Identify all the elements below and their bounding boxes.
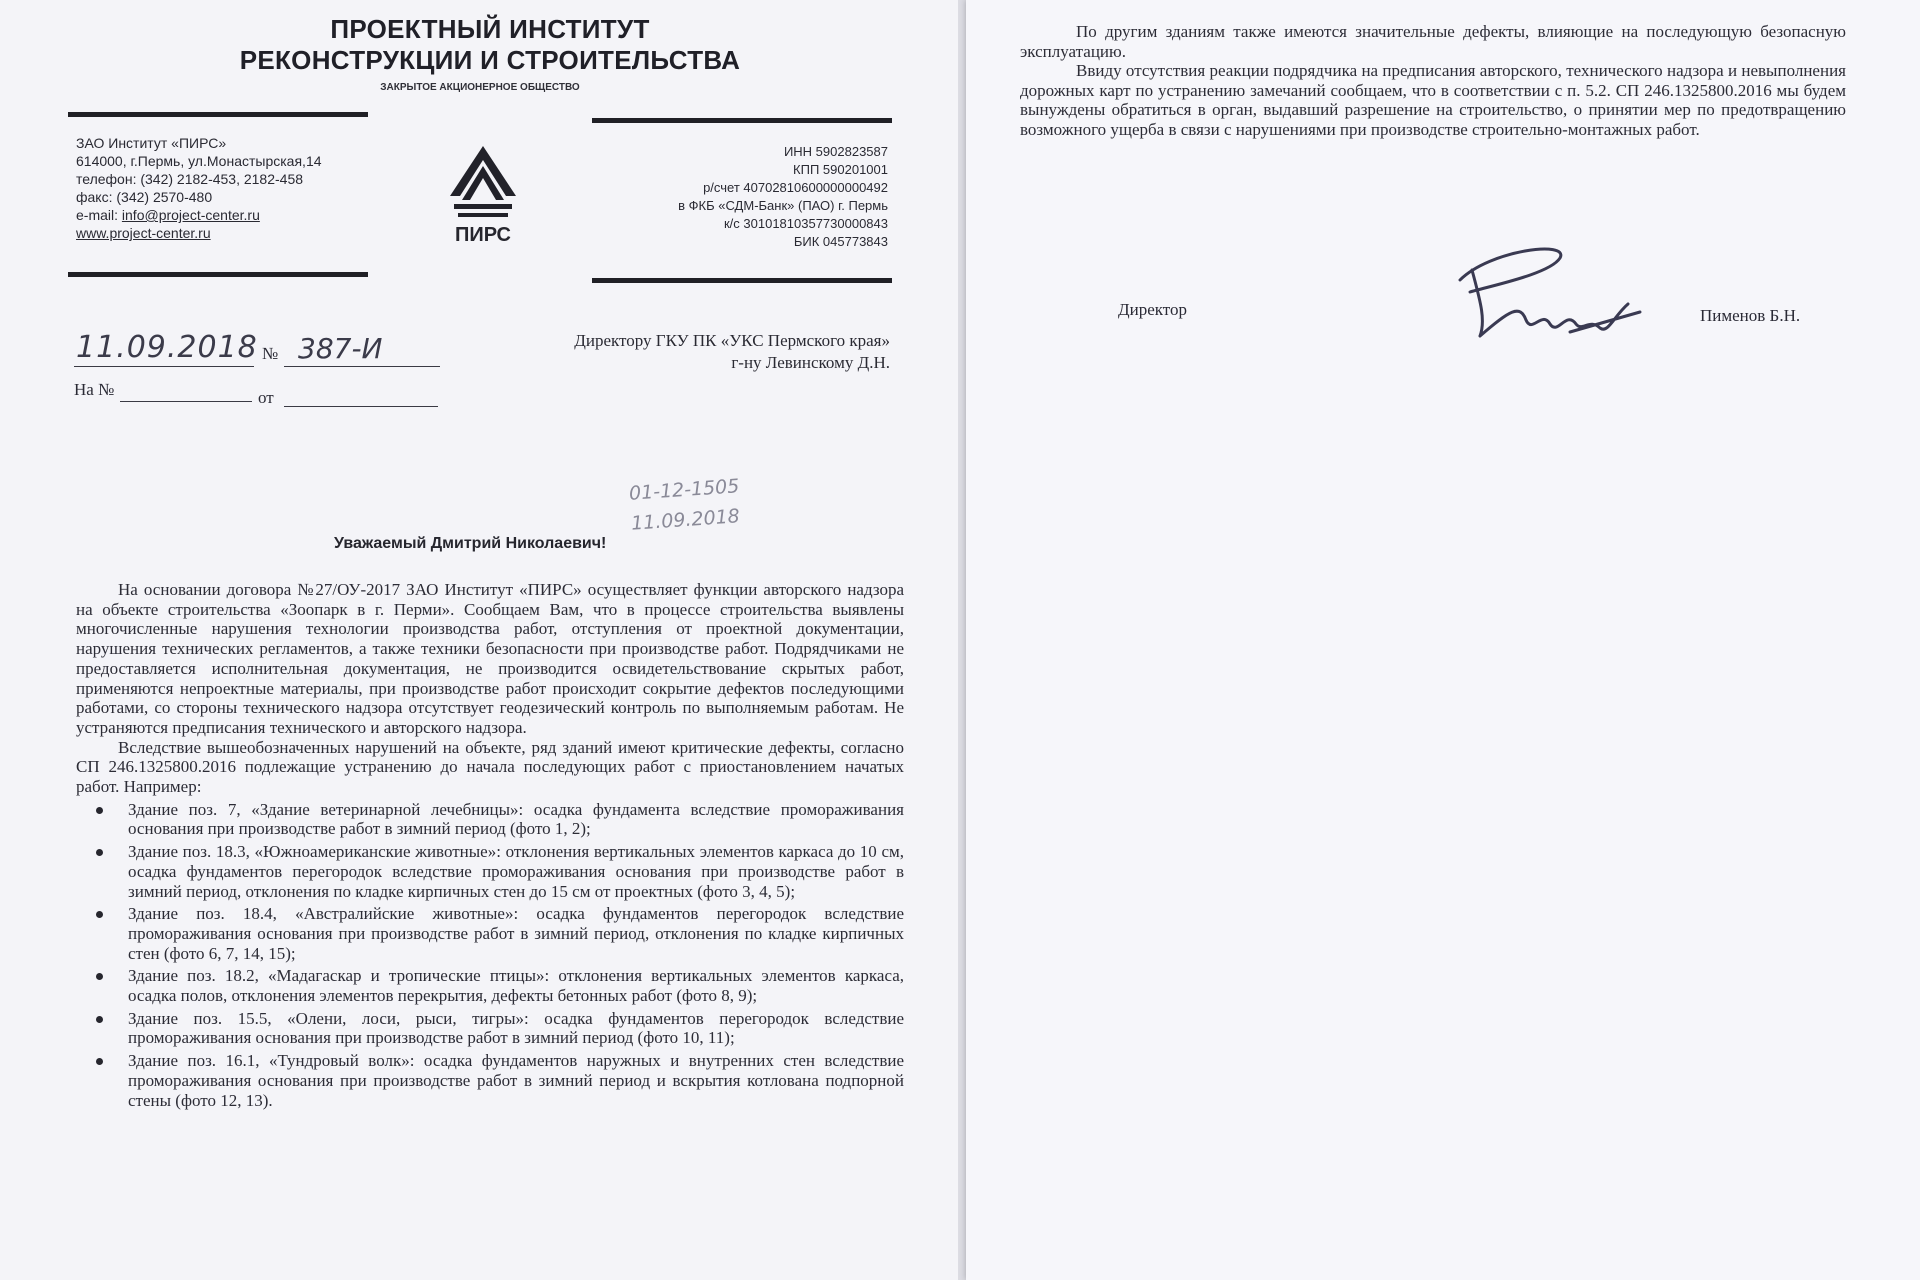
number-underline (284, 366, 440, 367)
bank-rs: р/счет 40702810600000000492 (703, 180, 888, 195)
page-gap (958, 0, 966, 1280)
addressee-block (480, 330, 890, 374)
signer-title: Директор (1118, 300, 1187, 319)
registration-no-label: № (262, 344, 279, 363)
letter-page-2 (966, 0, 1920, 1280)
bullet-icon (96, 911, 103, 918)
continued-paragraph-1: По другим зданиям также имеются значительные дефекты, влияющие на последующую безопасную эксплуатацию. (1020, 22, 1846, 61)
incoming-stamp-number: 01-12-1505 (628, 475, 741, 505)
registration-row (76, 330, 456, 370)
list-item: Здание поз. 18.3, «Южноамериканские животные»: отклонения вертикальных элементов каркаса до 10 см, осадка фундаментов перегородок вследствие промораживания основания при производстве работ в зимний период, отклонения по кладке кирпичных стен до 15 см от проектных (фото 3, 4, 5); (76, 842, 904, 901)
reply-to-label: На № (74, 380, 115, 399)
bank-kpp: КПП 590201001 (793, 162, 888, 177)
addressee-line2: г-ну Левинскому Д.Н. (731, 353, 890, 372)
registration-number: 387-И (298, 332, 383, 365)
defects-list (76, 800, 904, 1111)
org-name: ЗАО Институт «ПИРС» (76, 135, 227, 151)
date-underline (74, 366, 254, 367)
body-paragraph-1: На основании договора №27/ОУ-2017 ЗАО Институт «ПИРС» осуществляет функции авторского надзора на объекте строительства «Зоопарк в г. Перми». Сообщаем Вам, что в процессе строительства выявлены многочисленные нарушения технологии производства работ, отступления от проектной документации, нарушения технических регламентов, а также техники безопасности при производстве работ. Подрядчиками не предоставляется исполнительная документация, не производится освидетельствование скрытых работ, применяются непроектные материалы, при производстве работ происходит сокрытие дефектов последующими работами, со стороны технического надзора отсутствует геодезический контроль по выполняемым работам. Не устраняются предписания технического и авторского надзора. (76, 580, 904, 737)
bullet-icon (96, 973, 103, 980)
org-email-row (76, 206, 376, 224)
registration-date: 11.09.2018 (76, 330, 258, 365)
bank-inn: ИНН 5902823587 (783, 144, 888, 159)
contacts-block (76, 134, 376, 242)
continued-paragraph-2: Ввиду отсутствия реакции подрядчика на предписания авторского, технического надзора и невыполнения дорожных карт по устранению замечаний сообщаем, что в соответствии с п. 5.2. СП 246.1325800.2016 мы будем вынуждены обратиться в орган, выдавший разрешение на строительство, о принятии мер по предотвращению возможного ущерба в связи с нарушениями при производстве строительно-монтажных работ. (1020, 61, 1846, 139)
header-rule-right-top (592, 118, 892, 123)
logo-text: ПИРС (454, 224, 512, 246)
bullet-icon (96, 807, 103, 814)
reply-date-label: от (258, 388, 274, 407)
bank-name: в ФКБ «СДМ-Банк» (ПАО) г. Пермь (678, 198, 888, 213)
list-item: Здание поз. 7, «Здание ветеринарной лечебницы»: осадка фундамента вследствие промораживания основания при производстве работ в зимний период (фото 1, 2); (76, 800, 904, 839)
org-email-label: e-mail: (76, 207, 122, 223)
header-rule-right-bottom (592, 278, 892, 283)
list-item: Здание поз. 18.2, «Мадагаскар и тропические птицы»: отклонения вертикальных элементов каркаса, осадка полов, отклонения элементов перекрытия, дефекты бетонных работ (фото 8, 9); (76, 966, 904, 1005)
letter-body-continued (1020, 22, 1846, 140)
institute-form: ЗАКРЫТОЕ АКЦИОНЕРНОЕ ОБЩЕСТВО (380, 82, 580, 93)
org-site-link[interactable]: www.project-center.ru (76, 225, 211, 241)
org-address: 614000, г.Пермь, ул.Монастырская,14 (76, 153, 322, 169)
salutation: Уважаемый Дмитрий Николаевич! (334, 535, 607, 552)
signer-name: Пименов Б.Н. (1700, 306, 1801, 325)
institute-title (220, 14, 760, 76)
header-rule-left-bottom (68, 272, 368, 277)
bank-details (560, 143, 888, 251)
incoming-stamp (628, 471, 742, 539)
body-paragraph-2: Вследствие вышеобозначенных нарушений на объекте, ряд зданий имеют критические дефекты, согласно СП 246.1325800.2016 подлежащие устранению до начала последующих работ с приостановлением начатых работ. Например: (76, 737, 904, 797)
bullet-icon (96, 1016, 103, 1023)
list-item: Здание поз. 16.1, «Тундровый волк»: осадка фундаментов наружных и внутренних стен вследствие промораживания основания при производстве работ в зимний период и вскрытия котлована подпорной стены (фото 12, 13). (76, 1051, 904, 1110)
bullet-icon (96, 849, 103, 856)
reply-date-underline (284, 406, 438, 407)
bank-ks: к/с 30101810357730000843 (723, 216, 888, 231)
signature-icon (1450, 240, 1650, 350)
header-rule-left-top (68, 112, 368, 117)
incoming-stamp-date: 11.09.2018 (630, 505, 741, 535)
list-item: Здание поз. 18.4, «Австралийские животные»: осадка фундаментов перегородок вследствие промораживания основания при производстве работ в зимний период, отклонения по кладке кирпичных стен (фото 6, 7, 14, 15); (76, 904, 904, 963)
list-item: Здание поз. 15.5, «Олени, лоси, рыси, тигры»: осадка фундаментов перегородок вследствие промораживания основания при производстве работ в зимний период (фото 10, 11); (76, 1009, 904, 1048)
pyramid-logo-icon (448, 144, 518, 224)
institute-title-line2: РЕКОНСТРУКЦИИ И СТРОИТЕЛЬСТВА (239, 45, 741, 75)
org-email-link[interactable]: info@project-center.ru (121, 207, 260, 223)
addressee-line1: Директору ГКУ ПК «УКС Пермского края» (574, 331, 890, 350)
institute-title-line1: ПРОЕКТНЫЙ ИНСТИТУТ (330, 14, 650, 44)
bullet-icon (96, 1058, 103, 1065)
reply-to-underline (120, 401, 252, 402)
org-fax: факс: (342) 2570-480 (76, 189, 213, 205)
letter-body (76, 580, 904, 1110)
bank-bik: БИК 045773843 (793, 234, 888, 249)
org-phone: телефон: (342) 2182-453, 2182-458 (76, 171, 304, 187)
